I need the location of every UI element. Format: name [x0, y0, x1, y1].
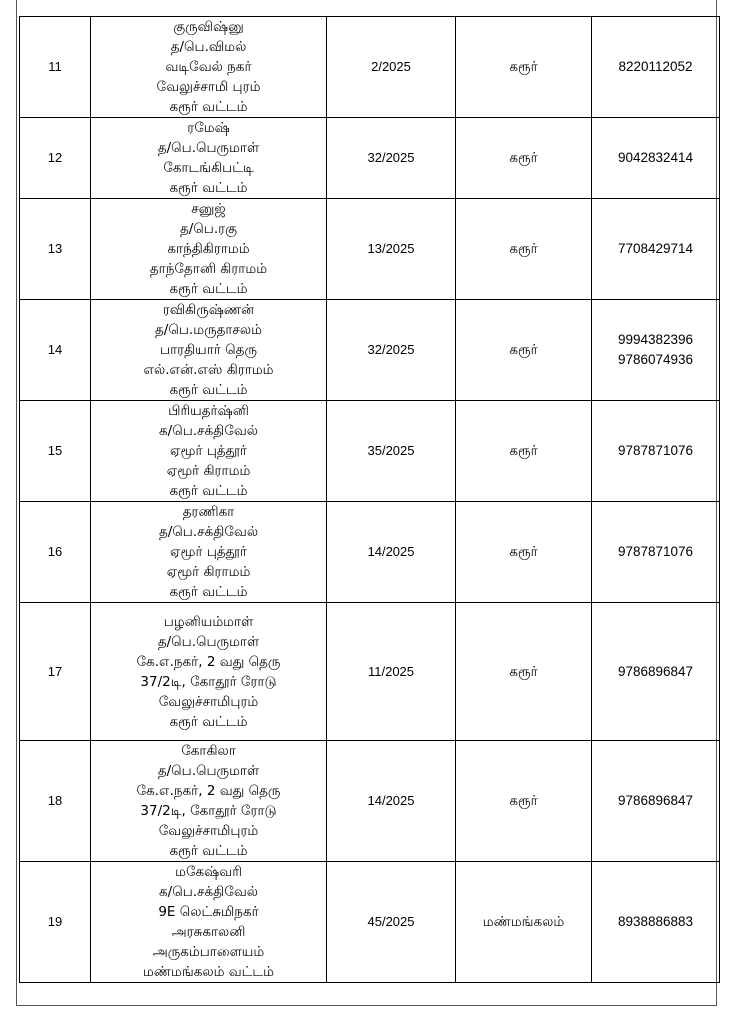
address-line: ஏமூர் கிராமம்: [166, 463, 251, 479]
address-line: வேலுச்சாமிபுரம்: [158, 693, 259, 710]
serial-number-cell: 11: [20, 17, 91, 118]
address-line: வடிவேல் நகர்: [165, 59, 252, 75]
table-body: [20, 17, 720, 983]
reference-number-cell: 32/2025: [327, 300, 456, 401]
table-row: [20, 862, 720, 983]
address-line: வேலுச்சாமிபுரம்: [158, 823, 259, 839]
phone-number: 9786896847: [617, 793, 694, 808]
address-line: குருவிஷ்னு: [173, 19, 244, 35]
name-address-cell: [91, 502, 327, 603]
phone-number: 8938886883: [617, 914, 694, 929]
phone-cell: [592, 300, 720, 401]
address-line: கரூர் வட்டம்: [169, 99, 248, 115]
table-row: [20, 300, 720, 401]
address-line: கரூர் வட்டம்: [169, 180, 248, 196]
table-row: [20, 118, 720, 199]
serial-number-cell: 17: [20, 603, 91, 741]
name-address-cell: [91, 17, 327, 118]
address-line: கரூர் வட்டம்: [169, 713, 248, 730]
address-line: கே.எ.நகர், 2 வது தெரு: [136, 783, 281, 799]
address-line: 37/2டி, கோதூர் ரோடு: [140, 803, 277, 819]
address-line: வேலுச்சாமி புரம்: [156, 79, 261, 95]
serial-number-cell: 18: [20, 741, 91, 862]
phone-cell: [592, 741, 720, 862]
serial-number-cell: 14: [20, 300, 91, 401]
address-line: ரமேஷ்: [187, 120, 230, 136]
place-cell: கரூர்: [456, 199, 592, 300]
address-line: த/பெ.பெருமாள்: [157, 763, 260, 779]
phone-number: 9786896847: [617, 663, 694, 679]
address-line: கரூர் வட்டம்: [169, 483, 248, 499]
table-row: [20, 741, 720, 862]
name-address-cell: [91, 199, 327, 300]
name-address-cell: [91, 603, 327, 741]
phone-number: 8220112052: [618, 59, 693, 74]
address-line: ஏமூர் கிராமம்: [166, 564, 251, 580]
reference-number-cell: 13/2025: [327, 199, 456, 300]
serial-number-cell: 13: [20, 199, 91, 300]
address-line: க/பெ.சக்திவேல்: [159, 884, 258, 900]
reference-number-cell: 45/2025: [327, 862, 456, 983]
phone-cell: [592, 862, 720, 983]
address-line: பாரதியார் தெரு: [160, 342, 257, 358]
reference-number-cell: 14/2025: [327, 741, 456, 862]
address-line: த/பெ.மருதாசலம்: [155, 322, 262, 338]
reference-number-cell: 32/2025: [327, 118, 456, 199]
address-line: அருகம்பாளையம்: [152, 944, 265, 960]
address-line: தரணிகா: [182, 504, 235, 520]
name-address-cell: [91, 741, 327, 862]
phone-number: 9787871076: [617, 544, 694, 559]
phone-cell: [592, 401, 720, 502]
address-line: காந்திகிராமம்: [167, 241, 250, 257]
name-address-cell: [91, 401, 327, 502]
register-table: [19, 16, 720, 983]
address-line: த/பெ.பெருமாள்: [157, 140, 260, 156]
phone-cell: [592, 199, 720, 300]
address-line: தாந்தோனி கிராமம்: [149, 261, 268, 277]
phone-cell: [592, 118, 720, 199]
serial-number-cell: 16: [20, 502, 91, 603]
address-line: மகேஷ்வரி: [175, 864, 242, 880]
phone-number: 9042832414: [617, 150, 694, 165]
address-line: த/பெ.ரகு: [179, 221, 238, 237]
phone-number: 9994382396: [617, 332, 694, 347]
place-cell: கரூர்: [456, 603, 592, 741]
reference-number-cell: 2/2025: [327, 17, 456, 118]
address-line: எல்.என்.எஸ் கிராமம்: [143, 362, 274, 378]
address-line: த/பெ.விமல்: [170, 39, 247, 55]
table-row: [20, 502, 720, 603]
address-line: கே.எ.நகர், 2 வது தெரு: [136, 653, 281, 670]
table-row: [20, 603, 720, 741]
phone-number: 9787871076: [617, 443, 694, 458]
address-line: கோகிலா: [181, 743, 236, 759]
address-line: 9E லெட்சுமிநகர்: [158, 904, 259, 920]
address-line: கரூர் வட்டம்: [169, 382, 248, 398]
address-line: பழனியம்மாள்: [163, 613, 254, 630]
address-line: ரவிகிருஷ்ணன்: [162, 302, 255, 318]
place-cell: கரூர்: [456, 401, 592, 502]
serial-number-cell: 12: [20, 118, 91, 199]
address-line: மண்மங்கலம் வட்டம்: [143, 964, 274, 980]
address-line: பிரியதர்ஷ்னி: [168, 403, 249, 419]
address-line: கரூர் வட்டம்: [169, 281, 248, 297]
table-row: [20, 17, 720, 118]
place-cell: கரூர்: [456, 300, 592, 401]
reference-number-cell: 14/2025: [327, 502, 456, 603]
place-cell: கரூர்: [456, 741, 592, 862]
name-address-cell: [91, 862, 327, 983]
address-line: கரூர் வட்டம்: [169, 843, 248, 859]
address-line: சனுஜ்: [191, 201, 226, 217]
table-row: [20, 199, 720, 300]
address-line: த/பெ.பெருமாள்: [157, 633, 260, 650]
reference-number-cell: 35/2025: [327, 401, 456, 502]
serial-number-cell: 15: [20, 401, 91, 502]
name-address-cell: [91, 300, 327, 401]
place-cell: மண்மங்கலம்: [456, 862, 592, 983]
address-line: கரூர் வட்டம்: [169, 584, 248, 600]
place-cell: கரூர்: [456, 17, 592, 118]
phone-number: 9786074936: [617, 352, 694, 367]
reference-number-cell: 11/2025: [327, 603, 456, 741]
address-line: த/பெ.சக்திவேல்: [158, 524, 259, 540]
table-row: [20, 401, 720, 502]
address-line: அரசுகாலனி: [171, 924, 246, 940]
address-line: ஏமூர் புத்தூர்: [170, 443, 247, 459]
place-cell: கரூர்: [456, 502, 592, 603]
name-address-cell: [91, 118, 327, 199]
phone-number: 7708429714: [617, 241, 694, 256]
place-cell: கரூர்: [456, 118, 592, 199]
address-line: க/பெ.சக்திவேல்: [159, 423, 258, 439]
address-line: 37/2டி, கோதூர் ரோடு: [140, 673, 277, 690]
phone-cell: [592, 502, 720, 603]
phone-cell: [592, 17, 720, 118]
phone-cell: [592, 603, 720, 741]
serial-number-cell: 19: [20, 862, 91, 983]
address-line: கோடங்கிபட்டி: [163, 160, 254, 176]
address-line: ஏமூர் புத்தூர்: [170, 544, 247, 560]
